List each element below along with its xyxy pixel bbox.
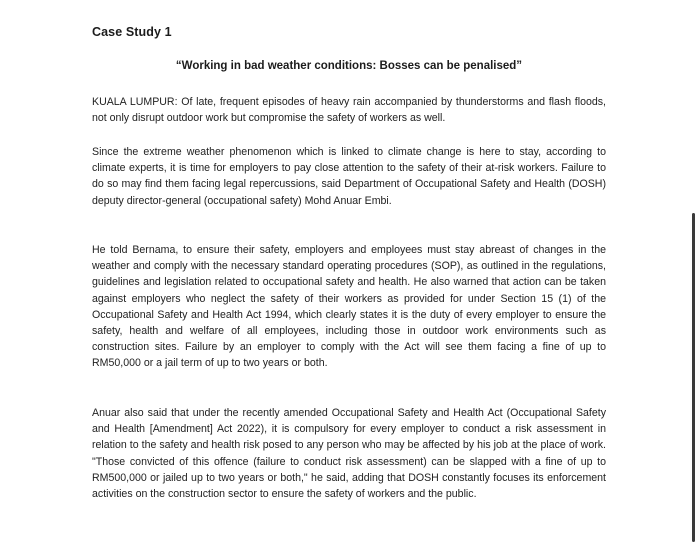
vertical-scrollbar[interactable] (692, 213, 695, 542)
article-headline: “Working in bad weather conditions: Bosses can be penalised” (175, 60, 523, 72)
paragraph-climate: Since the extreme weather phenomenon which is linked to climate change is here to stay, according to climate experts, it is time for employers to pay close attention to the safety of their at-risk workers. Failure to do so may find them facing legal repercussions, said Department of Occupational Safety and Health (DOSH) deputy director-general (occupational safety) Mohd Anuar Embi. (92, 146, 606, 207)
paragraph-amendment: Anuar also said that under the recently amended Occupational Safety and Health Act (Occupational Safety and Health [Amendment] Act 2022), it is compulsory for every employer to conduct a risk assessment in relation to the safety and health risk posed to any person who may be affected by his job at the place of work. "Those convicted of this offence (failure to conduct risk assessment) can be slapped with a fine of up to RM500,000 or jailed up to two years or both," he said, adding that DOSH constantly focuses its enforcement activities on the construction sector to ensure the safety of workers and the public. (92, 407, 606, 501)
case-study-title: Case Study 1 (92, 25, 172, 39)
paragraph-intro: KUALA LUMPUR: Of late, frequent episodes of heavy rain accompanied by thunderstorms and flash floods, not only disrupt outdoor work but compromise the safety of workers as well. (92, 96, 606, 125)
paragraph-bernama: He told Bernama, to ensure their safety, employers and employees must stay abreast of changes in the weather and comply with the necessary standard operating procedures (SOP), as outlined in the regulations, guidelines and legislation related to occupational safety and health. He also warned that action can be taken against employers who neglect the safety of their workers as provided for under Section 15 (1) of the Occupational Safety and Health Act 1994, which clearly states it is the duty of every employer to ensure the safety, health and welfare of all employees, including those in outdoor work environments such as construction sites. Failure by an employer to comply with the Act will see them facing a fine of up to RM50,000 or a jail term of up to two years or both. (92, 244, 606, 370)
